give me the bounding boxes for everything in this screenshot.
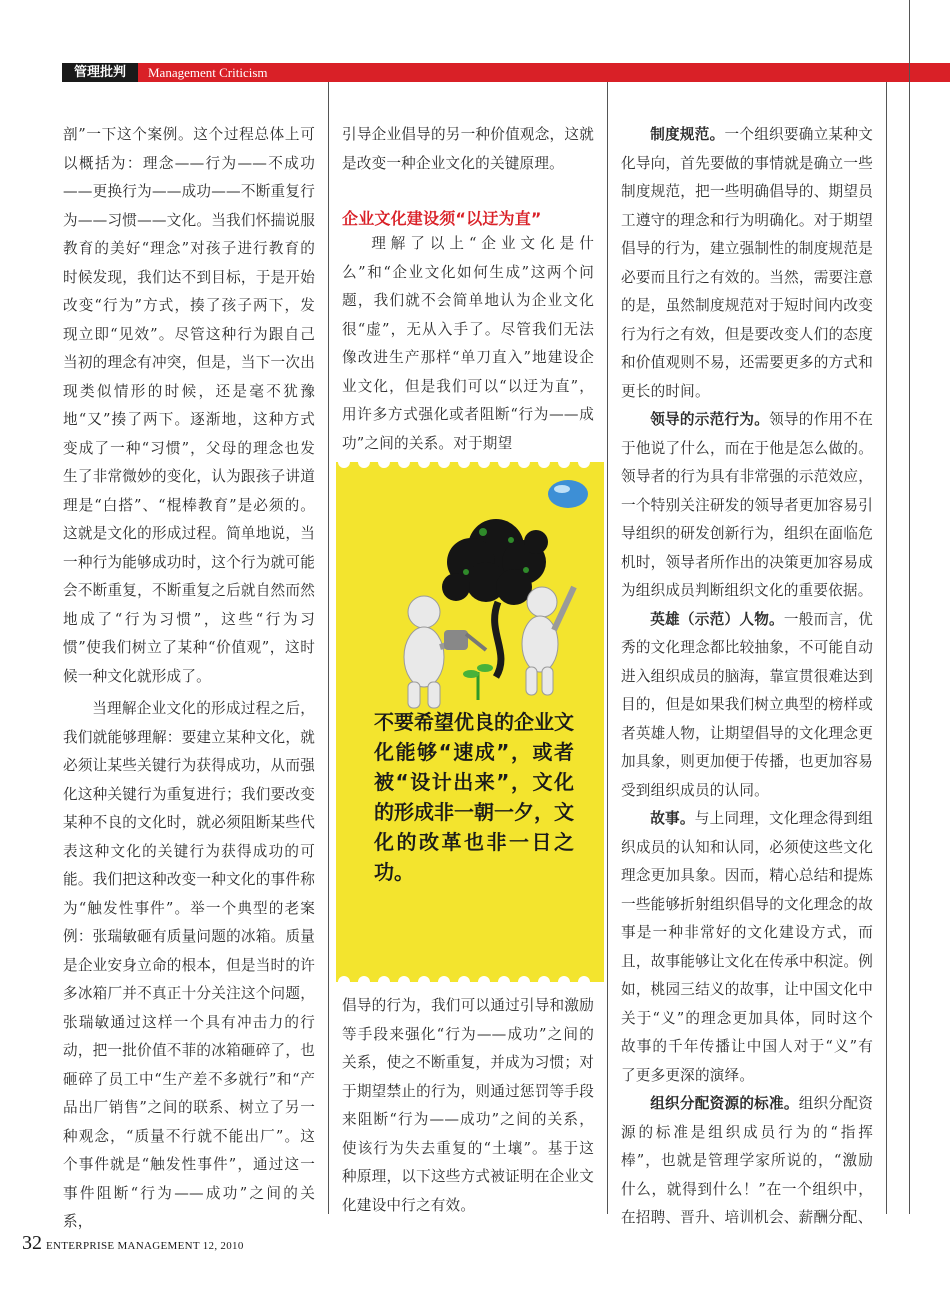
section-title-en: Management Criticism <box>148 65 268 80</box>
paragraph: 引导企业倡导的另一种价值观念，这就是改变一种企业文化的关键原理。 <box>342 126 594 172</box>
column-2-top <box>342 121 594 458</box>
column-rule-2 <box>607 82 608 1214</box>
paragraph-text: 一般而言，优秀的文化理念都比较抽象，不可能自动进入组织成员的脑海，靠宣贯很难达到目的，但是如果我们树立典型的榜样或者英雄人物，让期望倡导的文化理念更加具象，则更加便于传播，也更加容易受到组织成员的认同。 <box>621 610 873 799</box>
illustration-box <box>336 462 604 982</box>
page-footer <box>22 1232 244 1255</box>
paragraph <box>621 121 873 406</box>
paragraph: 当理解企业文化的形成过程之后，我们就能够理解：要建立某种文化，就必须让某些关键行为获得成功，从而强化这种关键行为重复进行；我们要改变某种不良的文化时，就必须阻断某些代表这种文化的关键行为获得成功的可能。我们把这种改变一种文化的事件称为“触发性事件”。举一个典型的老案例：张瑞敏砸有质量问题的冰箱。质量是企业安身立命的根本，但是当时的许多冰箱厂并不真正十分关注这个问题，张瑞敏通过这样一个具有冲击力的行动，把一批价值不菲的冰箱砸碎了，也砸碎了员工中“生产差不多就行”和“产品出厂销售”之间的联系、树立了另一种观念，“质量不行就不能出厂”。这个事件就是“触发性事件”，通过这一事件阻断“行为——成功”之间的关系， <box>63 700 315 1230</box>
journal-name: ENTERPRISE MANAGEMENT 12, 2010 <box>46 1240 244 1252</box>
paragraph: 理解了以上“企业文化是什么”和“企业文化如何生成”这两个问题，我们就不会简单地认为企业文化很“虚”，无从入手了。尽管我们无法像改进生产那样“单刀直入”地建设企业文化，但是我们可以“以迂为直”，用许多方式强化或者阻断“行为——成功”之间的关系。对于期望 <box>342 235 594 452</box>
subheading: 制度规范。 <box>650 126 725 143</box>
paragraph <box>621 1090 873 1233</box>
subheading: 领导的示范行为。 <box>650 411 770 428</box>
paragraph <box>621 406 873 606</box>
paragraph-text: 与上同理，文化理念得到组织成员的认知和认同，必须使这些文化理念更加具象。因而，精心总结和提炼一些能够折射组织倡导的文化理念的故事是一种非常好的文化建设方式，而且，故事能够让文化在传承中积淀。例如，桃园三结义的故事，让中国文化中关于“义”的理念更加具体，同时这个故事的千年传播让中国人对于“义”有了更多更深的演绎。 <box>621 810 873 1084</box>
column-2-bottom <box>342 992 594 1220</box>
paragraph <box>621 805 873 1090</box>
sprout-icon <box>463 664 493 700</box>
column-rule-1 <box>328 82 329 1214</box>
blue-bubble-icon <box>548 480 588 508</box>
illustration-caption: 不要希望优良的企业文化能够“速成”，或者被“设计出来”，文化的形成非一朝一夕，文化的改革也非一日之功。 <box>374 710 574 884</box>
paragraph: 倡导的行为，我们可以通过引导和激励等手段来强化“行为——成功”之间的关系，使之不断重复，并成为习惯；对于期望禁止的行为，则通过惩罚等手段来阻断“行为——成功”之间的关系，使该行为失去重复的“土壤”。基于这种原理，以下这些方式被证明在企业文化建设中行之有效。 <box>342 997 594 1214</box>
paragraph-text: 组织分配资源的标准是组织成员行为的“指挥棒”，也就是管理学家所说的，“激励什么，就得到什么！”在一个组织中，在招聘、晋升、培训机会、薪酬分配、 <box>621 1095 873 1226</box>
column-rule-4 <box>909 0 910 1214</box>
section-tag: 管理批判 <box>62 63 138 82</box>
paragraph-text: 领导的作用不在于他说了什么，而在于他是怎么做的。领导者的行为具有非常强的示范效应，一个特别关注研发的领导者更加容易引导组织的研发创新行为，组织在面临危机时，领导者所作出的决策更加容易成为组织成员判断组织文化的重要依据。 <box>621 411 874 599</box>
column-rule-3 <box>886 82 887 1214</box>
column-3 <box>621 121 873 1233</box>
waving-figure-icon <box>522 587 574 695</box>
subheading: 故事。 <box>650 810 695 827</box>
paragraph-text: 一个组织要确立某种文化导向，首先要做的事情就是确立一些制度规范，把一些明确倡导的、期望员工遵守的理念和行为明确化。对于期望倡导的行为，建立强制性的制度规范是必要而且行之有效的。当然，需要注意的是，虽然制度规范对于短时间内改变行为行之有效，但是要改变人们的态度和价值观则不易，还需要更多的方式和更长的时间。 <box>621 126 873 400</box>
column-1 <box>63 121 315 1237</box>
paragraph <box>621 606 873 806</box>
subheading: 英雄（示范）人物。 <box>650 610 784 628</box>
section-heading: 企业文化建设须“以迂为直” <box>342 209 542 228</box>
paragraph: 剖”一下这个案例。这个过程总体上可以概括为：理念——行为——不成功——更换行为——成功——不断重复行为——习惯——文化。当我们怀揣说服教育的美好“理念”对孩子进行教育的时候发现，我们达不到目标，于是开始改变“行为”方式，揍了孩子两下，发现立即“见效”。尽管这种行为跟自己当初的理念有冲突，但是，当下一次出现类似情形的时候，还是毫不犹豫地“又”揍了两下。逐渐地，这种方式变成了一种“习惯”，父母的理念也发生了非常微妙的变化，认为跟孩子讲道理是“白搭”、“棍棒教育”是必须的。这就是文化的形成过程。简单地说，当一种行为能够成功时，这个行为就可能会不断重复，不断重复之后就自然而然地成了“行为习惯”，这些“行为习惯”使我们树立了某种“价值观”，这时候一种文化就形成了。 <box>63 126 315 685</box>
watering-figure-icon <box>404 596 464 708</box>
subheading: 组织分配资源的标准。 <box>650 1095 799 1112</box>
watering-can-icon <box>444 630 486 650</box>
page-number: 32 <box>22 1232 42 1254</box>
